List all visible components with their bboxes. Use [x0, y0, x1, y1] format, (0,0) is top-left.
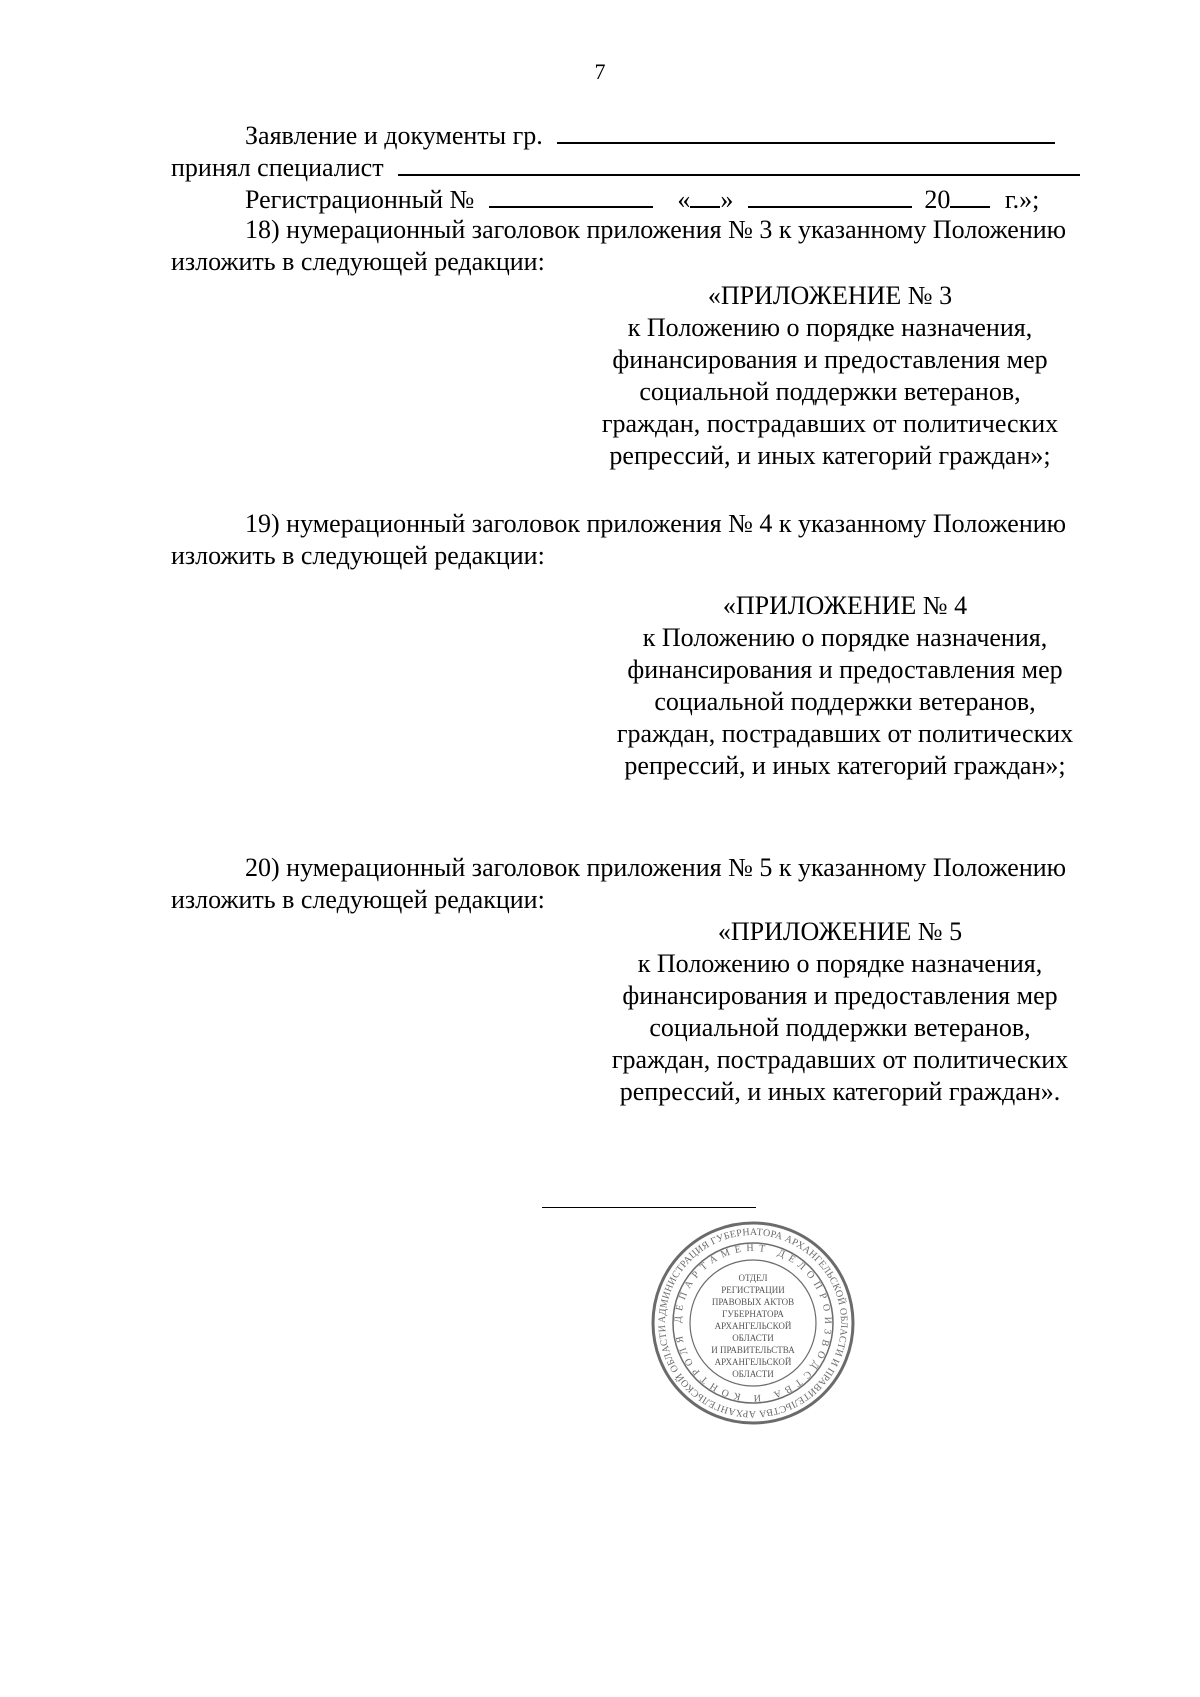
- page-number: 7: [594, 59, 606, 84]
- form-line-registration: [245, 182, 1039, 216]
- specialist-blank: [398, 150, 1080, 176]
- appendix-line: социальной поддержки ветеранов,: [639, 377, 1021, 406]
- form-line-applicant: [245, 118, 1055, 152]
- year-blank: [950, 182, 990, 208]
- applicant-label: Заявление и документы гр.: [245, 121, 543, 150]
- item-18-intro-continuation: изложить в следующей редакции:: [171, 247, 545, 276]
- appendix-line: к Положению о порядке назначения,: [627, 313, 1033, 342]
- appendix-title: «ПРИЛОЖЕНИЕ № 3: [707, 281, 953, 310]
- seal-outer-ring-text: АДМИНИСТРАЦИЯ ГУБЕРНАТОРА АРХАНГЕЛЬСКОЙ ОБЛАСТИ И ПРАВИТЕЛЬСТВА АРХАНГЕЛЬСКОЙ ОБЛАСТИ: [656, 1226, 850, 1420]
- svg-text:ОБЛАСТИ: ОБЛАСТИ: [732, 1333, 774, 1343]
- appendix-line: финансирования и предоставления мер: [612, 345, 1048, 374]
- appendix-line: к Положению о порядке назначения,: [642, 623, 1048, 652]
- svg-text:ПРАВОВЫХ АКТОВ: ПРАВОВЫХ АКТОВ: [711, 1297, 795, 1307]
- svg-text:И ПРАВИТЕЛЬСТВА: И ПРАВИТЕЛЬСТВА: [711, 1345, 795, 1355]
- item-20-intro-continuation: изложить в следующей редакции:: [171, 885, 545, 914]
- closing-rule: [542, 1207, 756, 1208]
- registration-label: Регистрационный №: [245, 185, 475, 214]
- year-prefix: 20: [924, 185, 951, 214]
- registration-number-blank: [489, 182, 653, 208]
- svg-text:АРХАНГЕЛЬСКОЙ: АРХАНГЕЛЬСКОЙ: [714, 1321, 792, 1331]
- specialist-label: принял специалист: [171, 153, 384, 182]
- appendix-title: «ПРИЛОЖЕНИЕ № 5: [717, 917, 963, 946]
- year-suffix: г.»;: [1004, 185, 1040, 214]
- appendix-4-heading: [575, 590, 1115, 782]
- appendix-line: репрессий, и иных категорий граждан»;: [624, 751, 1066, 780]
- svg-text:РЕГИСТРАЦИИ: РЕГИСТРАЦИИ: [721, 1285, 785, 1295]
- applicant-blank: [557, 118, 1055, 144]
- day-open-quote: «: [677, 185, 691, 214]
- appendix-line: финансирования и предоставления мер: [622, 981, 1058, 1010]
- appendix-line: социальной поддержки ветеранов,: [649, 1013, 1031, 1042]
- appendix-line: граждан, пострадавших от политических: [616, 719, 1074, 748]
- day-blank: [690, 182, 720, 208]
- item-18-intro: 18) нумерационный заголовок приложения № 3 к указанному Положению: [245, 215, 1067, 244]
- svg-text:ГУБЕРНАТОРА: ГУБЕРНАТОРА: [722, 1309, 784, 1319]
- seal-inner-ring-text: ДЕПАРТАМЕНТ ДЕЛОПРОИЗВОДСТВА И КОНТРОЛЯ: [672, 1242, 834, 1404]
- svg-text:ОБЛАСТИ: ОБЛАСТИ: [732, 1369, 774, 1379]
- form-line-specialist: [171, 150, 1080, 184]
- item-19-intro-continuation: изложить в следующей редакции:: [171, 541, 545, 570]
- appendix-line: к Положению о порядке назначения,: [637, 949, 1043, 978]
- appendix-line: граждан, пострадавших от политических: [601, 409, 1059, 438]
- item-19-intro: 19) нумерационный заголовок приложения № 4 к указанному Положению: [245, 509, 1067, 538]
- appendix-3-heading: [560, 280, 1100, 472]
- appendix-5-heading: [570, 916, 1110, 1108]
- item-20-intro: 20) нумерационный заголовок приложения № 5 к указанному Положению: [245, 853, 1067, 882]
- day-close-quote: »: [720, 185, 734, 214]
- appendix-title: «ПРИЛОЖЕНИЕ № 4: [722, 591, 968, 620]
- month-blank: [748, 182, 912, 208]
- seal-center-text: [711, 1273, 795, 1379]
- appendix-line: социальной поддержки ветеранов,: [654, 687, 1036, 716]
- svg-text:АРХАНГЕЛЬСКОЙ: АРХАНГЕЛЬСКОЙ: [714, 1357, 792, 1367]
- appendix-line: репрессий, и иных категорий граждан»;: [609, 441, 1051, 470]
- svg-text:ОТДЕЛ: ОТДЕЛ: [738, 1273, 768, 1283]
- appendix-line: финансирования и предоставления мер: [627, 655, 1063, 684]
- official-seal: [648, 1218, 858, 1428]
- appendix-line: граждан, пострадавших от политических: [611, 1045, 1069, 1074]
- appendix-line: репрессий, и иных категорий граждан».: [619, 1077, 1061, 1106]
